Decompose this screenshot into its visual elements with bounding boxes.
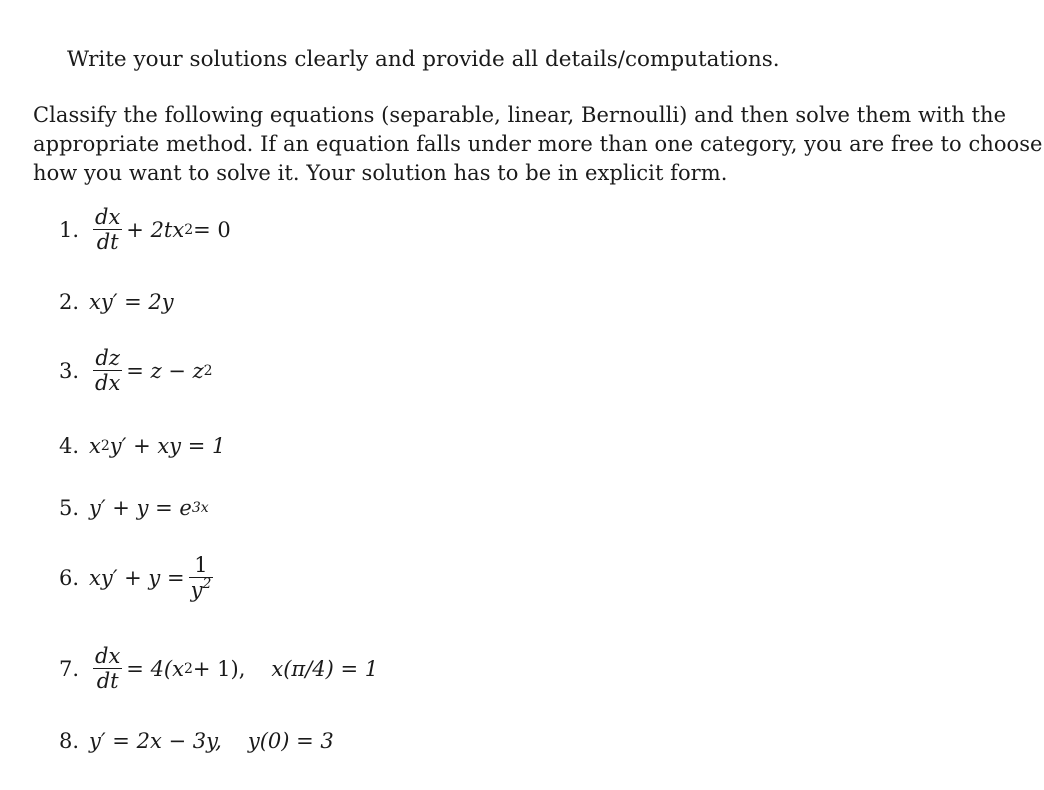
fraction-numerator: dx [95,205,121,229]
fraction-numerator: dz [95,346,120,370]
problem-2 [59,290,174,314]
fraction-denominator: dt [96,230,119,255]
problem-number: 1. [59,217,80,242]
instruction-text: Write your solutions clearly and provide all details/computations. [67,47,780,72]
problem-6 [59,553,217,602]
problem-1: 1. $\frac{dx}{dt}$ + 2tx 2 = 0 [59,205,231,255]
problem-number: 4. [59,434,80,458]
problem-number: 8. [59,729,80,753]
problem-number: 6. [59,565,80,590]
fraction-numerator: 1 [194,553,208,577]
equation-part: x [89,434,101,458]
problem-5: 5. y′ + y = e 3x [59,496,209,520]
equation-part: = z − z [126,358,204,383]
equation-part: = 4(x [126,656,184,681]
problem-3: 3. $\frac{dz}{dx}$ = z − z 2 [59,346,213,396]
fraction [93,346,122,395]
problem-number: 7. [59,656,80,681]
fraction [93,644,122,693]
equation: xy′ = 2y [89,290,174,314]
problem-number: 3. [59,358,80,383]
equation-part: y′ + y = e [89,496,192,520]
equation-part: y′ + xy = 1 [109,434,226,458]
paragraph-line-2: appropriate method. If an equation falls under more than one category, you are free to choose [33,132,1043,156]
denominator-base: y [190,578,203,603]
equation-part: xy′ + y = [89,565,185,590]
paragraph-line-3: how you want to solve it. Your solution has to be in explicit form. [33,161,728,185]
fraction [189,553,214,602]
fraction-denominator: dt [96,669,119,694]
equation: y′ = 2x − 3y, [89,729,222,753]
fraction-denominator: dx [95,371,121,396]
equation-part: + 1), [192,656,246,681]
problem-8 [59,729,334,753]
fraction-denominator [189,578,214,602]
problem-4: 4. x 2 y′ + xy = 1 [59,434,226,458]
equation-part: = 0 [193,217,231,242]
problem-number: 2. [59,290,80,314]
exponent: 2 [202,576,212,593]
initial-condition: y(0) = 3 [247,729,334,753]
paragraph-line-1: Classify the following equations (separable, linear, Bernoulli) and then solve them with the [33,103,1007,127]
initial-condition: x(π/4) = 1 [271,656,379,681]
equation-part: + 2tx [126,217,185,242]
problem-number: 5. [59,496,80,520]
problem-7: 7. $\frac{dx}{dt}$ = 4(x 2 + 1), x(π/4) = 1 [59,644,379,694]
fraction-numerator: dx [95,644,121,668]
fraction [93,205,122,254]
